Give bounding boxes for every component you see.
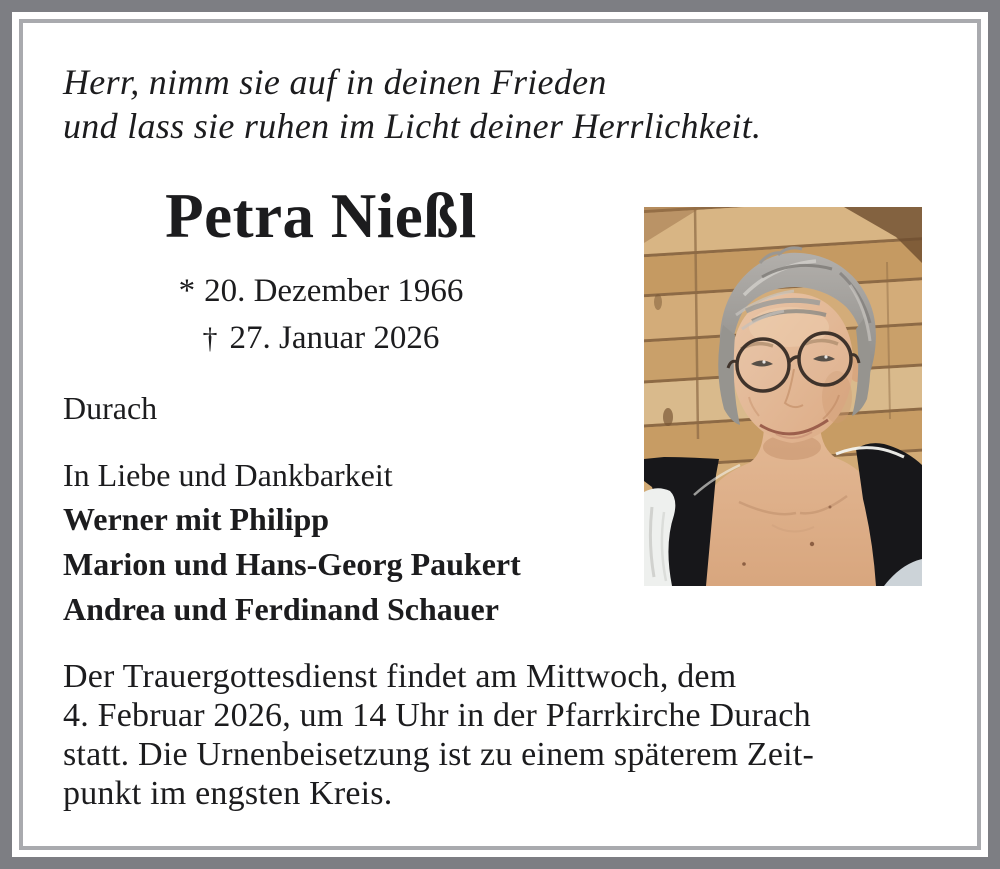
birth-date: 20. Dezember 1966	[204, 273, 464, 309]
mourner-line: Marion und Hans-Georg Paukert	[63, 546, 521, 582]
epigraph-line-1: Herr, nimm sie auf in deinen Frieden	[63, 62, 607, 102]
funeral-text-line: Der Trauergottesdienst findet am Mittwoch, dem	[63, 658, 737, 695]
death-date: 27. Januar 2026	[229, 320, 440, 356]
death-cross-symbol: †	[202, 322, 218, 355]
condolence-intro: In Liebe und Dankbarkeit	[63, 457, 393, 493]
place-name: Durach	[63, 390, 158, 426]
portrait-illustration	[644, 207, 922, 586]
portrait-photo	[644, 207, 922, 586]
epigraph-line-2: und lass sie ruhen im Licht deiner Herrlichkeit.	[63, 106, 762, 146]
mourner-line: Andrea und Ferdinand Schauer	[63, 591, 499, 627]
deceased-name: Petra Nießl	[165, 181, 477, 251]
epigraph	[63, 60, 853, 148]
funeral-text-line: 4. Februar 2026, um 14 Uhr in der Pfarrkirche Durach	[63, 697, 811, 734]
funeral-text-line: punkt im engsten Kreis.	[63, 775, 393, 812]
birth-star-symbol: *	[178, 273, 196, 309]
death-date-line	[63, 319, 579, 358]
birth-date-line	[63, 272, 579, 310]
funeral-text-line: statt. Die Urnenbeisetzung ist zu einem späterem Zeit-	[63, 736, 814, 773]
mourners-list	[63, 497, 521, 632]
funeral-announcement	[63, 657, 814, 813]
mourner-line: Werner mit Philipp	[63, 501, 330, 537]
